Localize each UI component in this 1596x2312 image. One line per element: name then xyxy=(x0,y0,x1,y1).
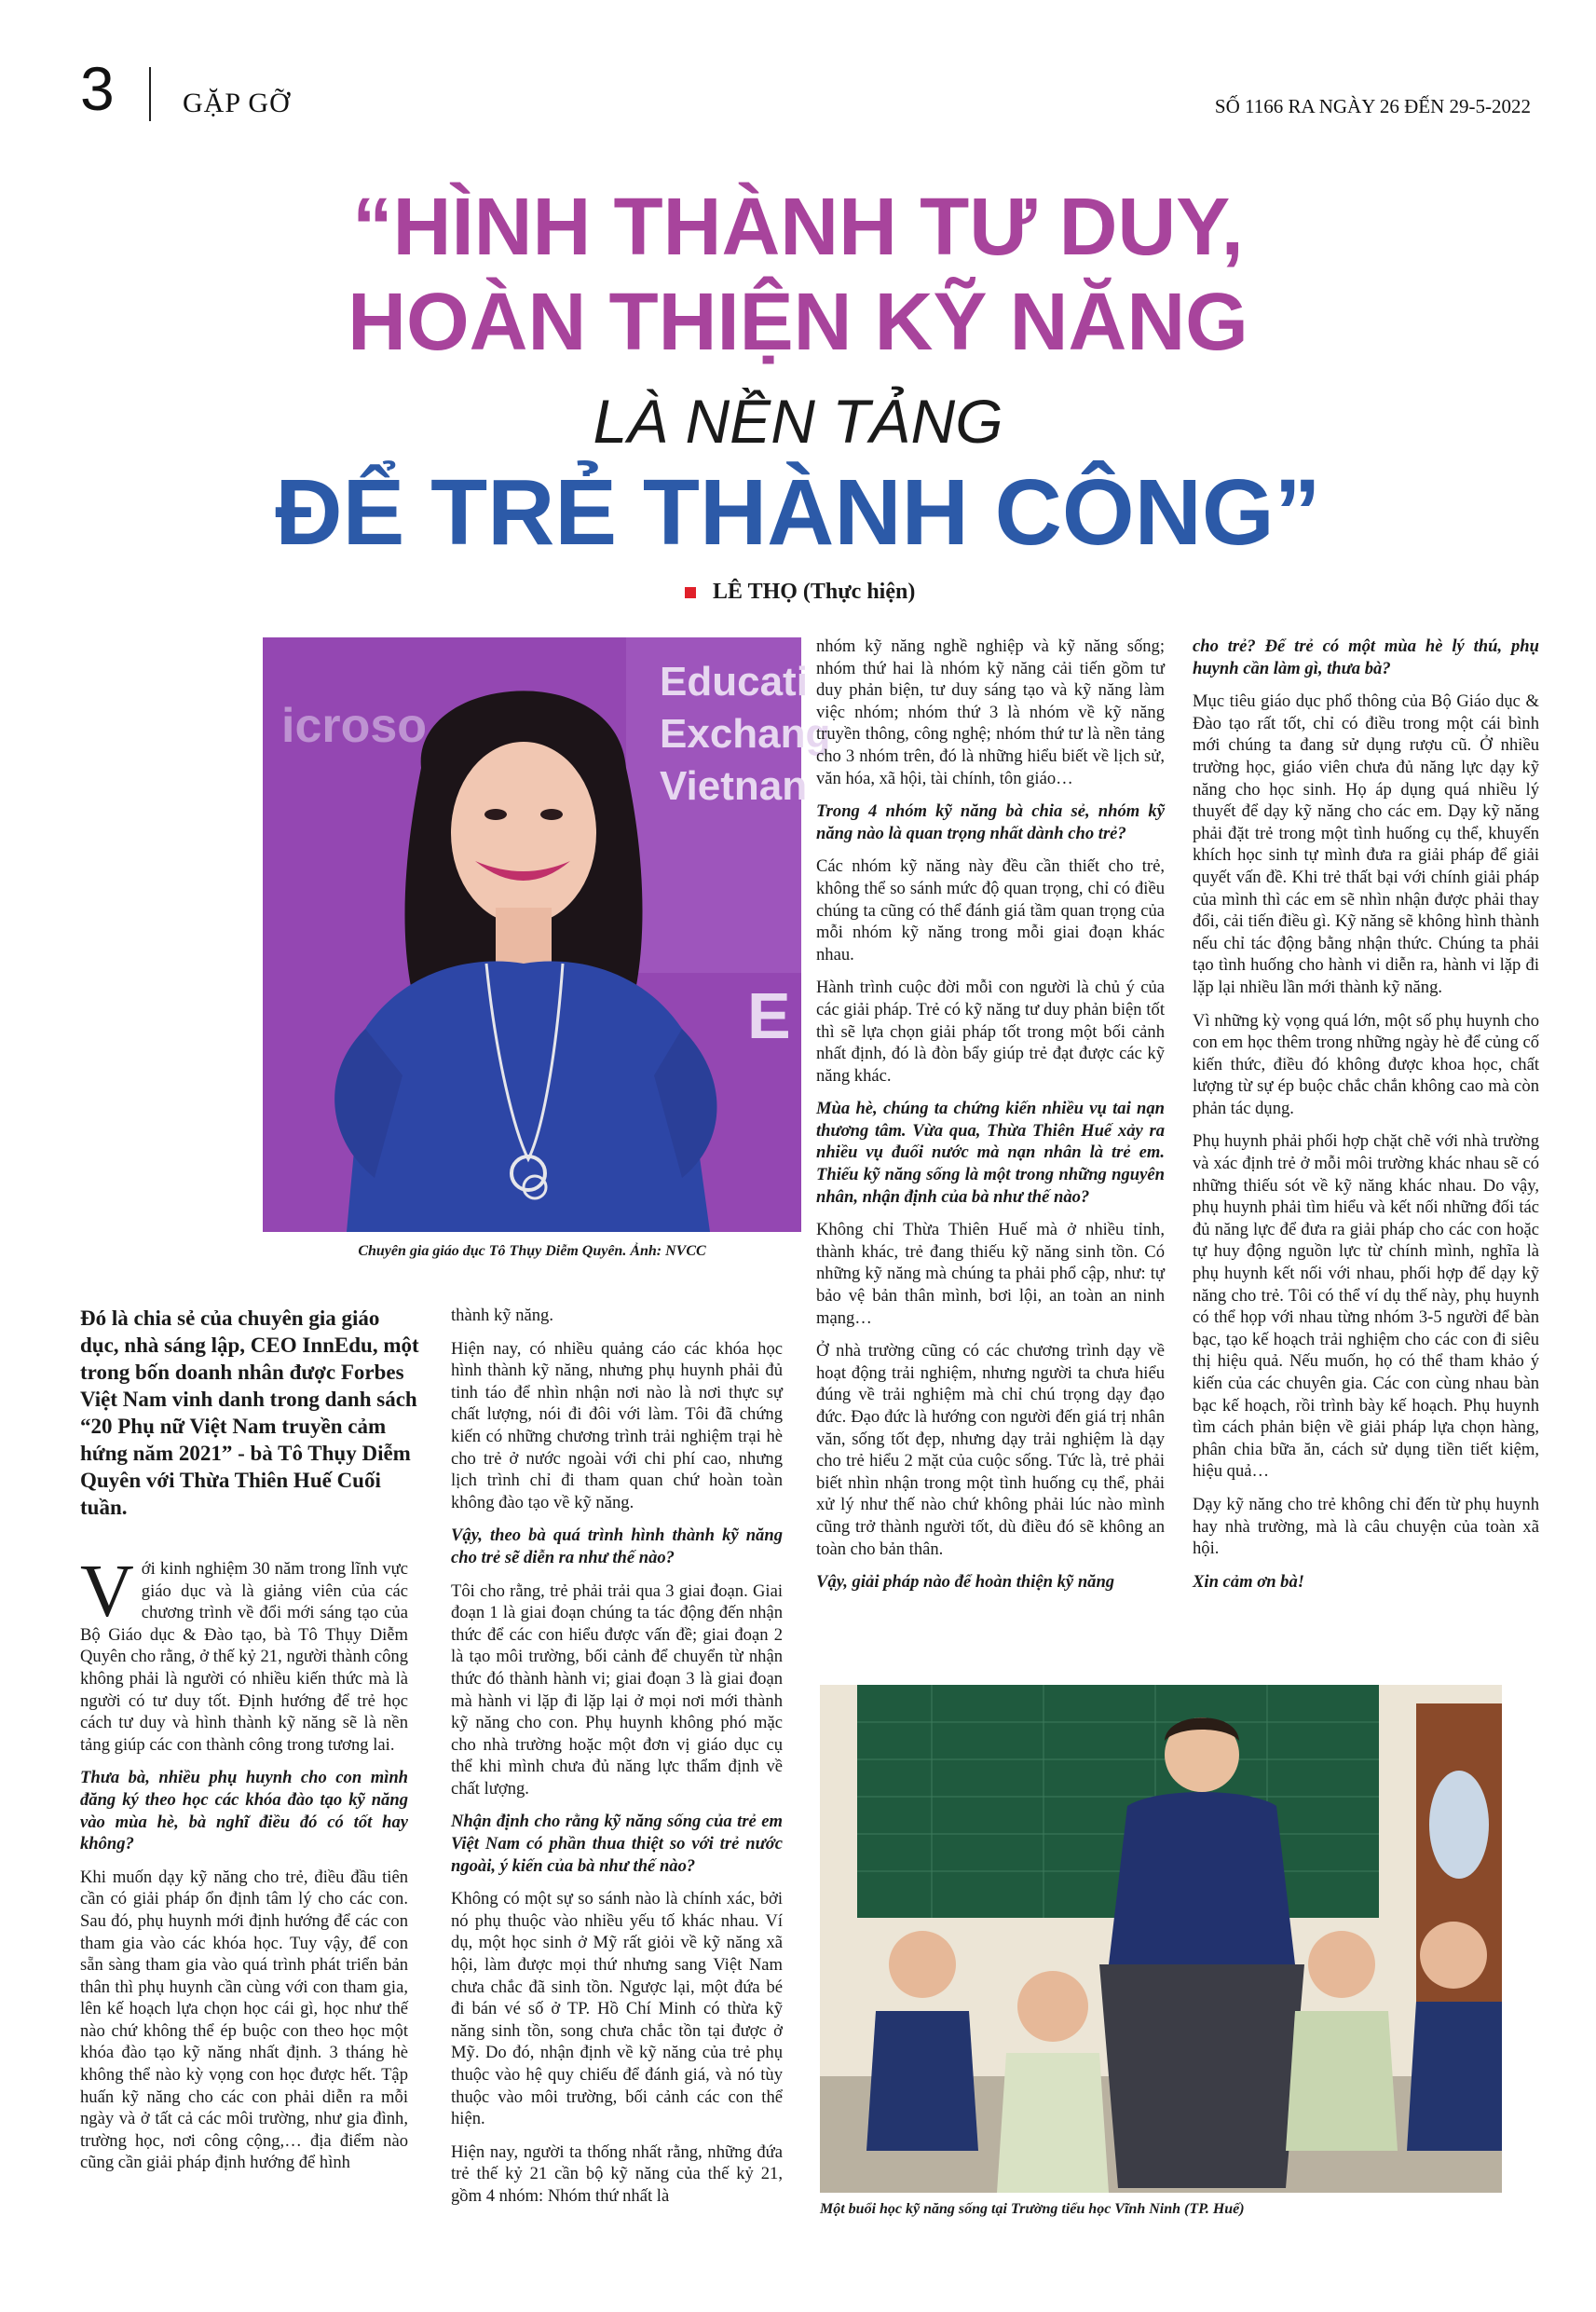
paragraph: Không chỉ Thừa Thiên Huế mà ở nhiều tỉnh, thành khác, trẻ đang thiếu kỹ năng sinh tồn. Có những kỹ năng mà chúng ta phải phổ cập, như: tự bảo vệ bản thân mình, bơi lội, an toàn an ninh mạng… xyxy=(816,1220,1165,1328)
paragraph: Các nhóm kỹ năng này đều cần thiết cho trẻ, không thể so sánh mức độ quan trọng, chỉ có điều chúng ta cũng có thể đánh giá tầm quan trọng của mỗi nhóm kỹ năng trong mỗi giai đoạn khác nhau. xyxy=(816,856,1165,964)
paragraph-text: ới kinh nghiệm 30 năm trong lĩnh vực giáo dục và là giảng viên của các chương trình về đổi mới sáng tạo của Bộ Giáo dục & Đào tạo, bà Tô Thụy Diễm Quyên cho rằng, ở thế kỷ 21, người thành công không phải là người có nhiều kiến thức mà là người có tư duy tốt. Định hướng để trẻ học cách tư duy và hình thành kỹ năng sẽ là nền tảng giúp các con thành công trong tương lai. xyxy=(80,1559,408,1755)
header-divider xyxy=(149,67,151,121)
article-column-3 xyxy=(816,636,1165,1605)
classroom-illustration xyxy=(820,1685,1502,2193)
backdrop-text-microsoft: icroso xyxy=(281,699,428,753)
article-column-4 xyxy=(1193,636,1539,1604)
paragraph xyxy=(80,1551,408,1756)
question: Nhận định cho rằng kỹ năng sống của trẻ em Việt Nam có phần thua thiệt so với trẻ nước ngoài, ý kiến của bà như thế nào? xyxy=(451,1812,783,1876)
article-column-2 xyxy=(451,1305,783,2219)
headline-line-2: HOÀN THIỆN KỸ NĂNG xyxy=(348,277,1248,367)
headline-line-3: LÀ NỀN TẢNG xyxy=(593,387,1003,456)
closing-line: Xin cảm ơn bà! xyxy=(1193,1571,1305,1592)
paragraph: Hiện nay, có nhiều quảng cáo các khóa học hình thành kỹ năng, nhưng phụ huynh phải đủ tinh táo để nhìn nhận nơi nào là nơi thực sự chất lượng, nói đi đôi với làm. Tôi đã chứng kiến có những chương trình trải nghiệm trại hè cho trẻ ở nước ngoài với chi phí cao, nhưng lịch trình chỉ đi tham quan chứ hoàn toàn không đào tạo về kỹ năng. xyxy=(451,1338,783,1512)
paragraph: Mục tiêu giáo dục phổ thông của Bộ Giáo dục & Đào tạo rất tốt, chỉ có điều trong một cái bình mới chúng ta đang sử dụng rượu cũ. Ở nhiều trường học, giáo viên chưa đủ năng lực dạy kỹ năng cho học sinh. Họ áp dụng quá nhiều lý thuyết để dạy kỹ năng cho các em. Dạy kỹ năng phải đặt trẻ trong một tình huống cụ thể, khuyến khích học sinh tự mình đưa ra giải pháp để giải quyết vấn đề. Khi trẻ thất bại với chính giải pháp của mình thì các em sẽ nhìn nhận được phải thay đổi, cải tiến điều gì. Kỹ năng sẽ không hình thành nếu chỉ tác động bằng nhận thức. Chúng ta phải tạo tình huống cho hành vi diễn ra, hành vi lặp đi lặp lại nhiều lần mới thành kỹ năng. xyxy=(1193,691,1539,997)
backdrop-text-education: Educati xyxy=(660,659,808,705)
backdrop-text-exchange: Exchang xyxy=(660,711,831,757)
paragraph: Dạy kỹ năng cho trẻ không chỉ đến từ phụ huynh hay nhà trường, mà là câu chuyện của toàn xã hội. xyxy=(1193,1494,1539,1559)
portrait-photo xyxy=(263,637,831,1232)
portrait-illustration xyxy=(263,637,831,1232)
byline-text: LÊ THỌ (Thực hiện) xyxy=(713,580,916,604)
lead-paragraph: Đó là chia sẻ của chuyên gia giáo dục, nhà sáng lập, CEO InnEdu, một trong bốn doanh nhân được Forbes Việt Nam vinh danh trong danh sách “20 Phụ nữ Việt Nam truyền cảm hứng năm 2021” - bà Tô Thụy Diễm Quyên với Thừa Thiên Huế Cuối tuần. xyxy=(80,1306,419,1519)
paragraph: nhóm kỹ năng nghề nghiệp và kỹ năng sống; nhóm thứ hai là nhóm kỹ năng cải tiến gồm tư duy phản biện, tư duy sáng tạo và kỹ năng làm việc nhóm; nhóm thứ 3 là nhóm về kỹ năng truyền thông, công nghệ; nhóm thứ tư là nền tảng cho 3 nhóm trên, đó là những hiểu biết về lịch sử, văn hóa, xã hội, tài chính, tôn giáo… xyxy=(816,636,1165,788)
paragraph: Ở nhà trường cũng có các chương trình dạy về hoạt động trải nghiệm, nhưng người ta chưa hiểu đúng về trải nghiệm mà chỉ chú trọng dạy đạo đức. Đạo đức là hướng con người đến giá trị nhân văn, sống tốt đẹp, nhưng dạy trải nghiệm là dạy cho trẻ hiểu 2 mặt của cuộc sống. Tức là, trẻ phải biết nhìn nhận trong một tình huống cụ thể, phải xử lý như thế nào chứ không phải lúc nào mình cũng trở thành người tốt, dù điều đó sẽ không an toàn cho bản thân. xyxy=(816,1341,1165,1559)
backdrop-text-e: E xyxy=(747,979,791,1052)
paragraph: Hành trình cuộc đời mỗi con người là chủ ý của các giải pháp. Trẻ có kỹ năng tư duy phản biện tốt thì sẽ lựa chọn giải pháp tốt trong một bối cảnh nhất định, đó là đòn bẩy giúp trẻ đạt được các kỹ năng khác. xyxy=(816,978,1165,1086)
paragraph: thành kỹ năng. xyxy=(451,1306,553,1325)
classroom-photo xyxy=(820,1685,1502,2193)
question: Mùa hè, chúng ta chứng kiến nhiều vụ tai nạn thương tâm. Vừa qua, Thừa Thiên Huế xảy ra nhiều vụ đuối nước mà nạn nhân là trẻ em. Thiếu kỹ năng sống là một trong những nguyên nhân, nhận định của bà như thế nào? xyxy=(816,1099,1165,1207)
portrait-caption: Chuyên gia giáo dục Tô Thụy Diễm Quyên. Ảnh: NVCC xyxy=(358,1243,706,1259)
article-column-1 xyxy=(80,1551,408,2185)
question: Vậy, giải pháp nào để hoàn thiện kỹ năng xyxy=(816,1572,1115,1593)
byline xyxy=(685,580,915,605)
classroom-caption: Một buổi học kỹ năng sống tại Trường tiểu học Vĩnh Ninh (TP. Huế) xyxy=(820,2201,1245,2217)
paragraph: Không có một sự so sánh nào là chính xác, bởi nó phụ thuộc vào nhiều yếu tố khác nhau. Ví dụ, một học sinh ở Mỹ rất giỏi về kỹ năng xã hội, làm được mọi thứ nhưng sang Việt Nam chưa chắc đã sinh tồn. Ngược lại, một đứa bé đi bán vé số ở TP. Hồ Chí Minh có thừa kỹ năng sinh tồn, song chưa chắc tồn tại được ở Mỹ. Do đó, nhận định về kỹ năng của trẻ phụ thuộc vào hệ quy chiếu để đánh giá, và nó tùy thuộc vào môi trường, bối cảnh các con thể hiện. xyxy=(451,1889,783,2129)
question: Trong 4 nhóm kỹ năng bà chia sẻ, nhóm kỹ năng nào là quan trọng nhất dành cho trẻ? xyxy=(816,801,1165,843)
paragraph: Tôi cho rằng, trẻ phải trải qua 3 giai đoạn. Giai đoạn 1 là giai đoạn chúng ta tác động đến nhận thức để các con hiểu được vấn đề; giai đoạn 2 là tạo môi trường, bối cảnh để chuyển từ nhận thức đó thành hành vi; giai đoạn 3 là giai đoạn mà hành vi lặp đi lặp lại ở mọi nơi mới thành kỹ năng cho con. Phụ huynh không phó mặc cho nhà trường hoặc một đơn vị giáo dục cụ thể khi mình chưa đủ năng lực thẩm định về chất lượng. xyxy=(451,1580,783,1799)
question: Thưa bà, nhiều phụ huynh cho con mình đăng ký theo học các khóa đào tạo kỹ năng vào mùa hè, bà nghĩ điều đó có tốt hay không? xyxy=(80,1768,408,1854)
byline-bullet-icon xyxy=(685,587,696,598)
question: Vậy, theo bà quá trình hình thành kỹ năng cho trẻ sẽ diễn ra như thế nào? xyxy=(451,1525,783,1567)
paragraph: Hiện nay, người ta thống nhất rằng, những đứa trẻ thế kỷ 21 cần bộ kỹ năng của thế kỷ 21, gồm 4 nhóm: Nhóm thứ nhất là xyxy=(451,2141,783,2206)
paragraph: Vì những kỳ vọng quá lớn, một số phụ huynh cho con em học thêm trong những ngày hè để củng cố kiến thức, điều đó không được khoa học, chất lượng từ sự ép buộc chắc chắn không cao mà còn phản tác dụng. xyxy=(1193,1010,1539,1118)
page-number: 3 xyxy=(80,54,115,123)
headline-line-1: “HÌNH THÀNH TƯ DUY, xyxy=(352,182,1244,272)
section-title: GẶP GỠ xyxy=(183,88,291,118)
paragraph: Khi muốn dạy kỹ năng cho trẻ, điều đầu tiên cần có giải pháp ổn định tâm lý cho các con. Sau đó, phụ huynh mới định hướng để các con tham gia vào các khóa học. Tuy vậy, để con sẵn sàng tham gia vào quá trình phát triển bản thân thì phụ huynh cần cùng với con tham gia, lên kế hoạch lựa chọn học cái gì, học như thế nào chứ không thể ép buộc con theo học một khóa đào tạo kỹ năng nhất định. 3 tháng hè không thể nào kỳ vọng con học được hết. Tập huấn kỹ năng cho các con phải diễn ra mỗi ngày và ở tất cả các môi trường, như gia đình, trường học, nơi công cộng,… địa điểm nào cũng cần giải pháp định hướng để hình xyxy=(80,1867,408,2173)
question: cho trẻ? Để trẻ có một mùa hè lý thú, phụ huynh cần làm gì, thưa bà? xyxy=(1193,636,1539,678)
issue-date: SỐ 1166 RA NGÀY 26 ĐẾN 29-5-2022 xyxy=(1214,95,1531,117)
drop-cap: V xyxy=(80,1551,134,1633)
headline-line-4: ĐỂ TRẺ THÀNH CÔNG” xyxy=(275,460,1321,565)
paragraph: Phụ huynh phải phối hợp chặt chẽ với nhà trường và xác định trẻ ở mỗi môi trường khác nhau sẽ có những thiếu sót về kỹ năng khác nhau. Do vậy, phụ huynh phải tìm hiểu và kết nối những đối tác đủ năng lực để đưa ra giải pháp cho các con hoặc tự huy động nguồn lực từ chính mình, nghĩa là phụ huynh kết nối với nhau, phối hợp để dạy kỹ năng cho trẻ. Tôi có thể ví dụ thế này, phụ huynh có thể họp với nhau từng nhóm 3-5 người để bàn bạc, tạo kế hoạch trải nghiệm cho các con đi siêu thị hiệu quả. Nếu muốn, họ có thể tham khảo ý kiến của các chuyên gia. Các con cùng nhau bàn bạc kế hoạch, rồi trình bày kế hoạch. Phụ huynh tìm cách phản biện về giải pháp lựa chọn hàng, phân chia bữa ăn, cách sử dụng tiền tiết kiệm, hiệu quả… xyxy=(1193,1131,1539,1482)
backdrop-text-vietnam: Vietnan xyxy=(660,763,808,809)
